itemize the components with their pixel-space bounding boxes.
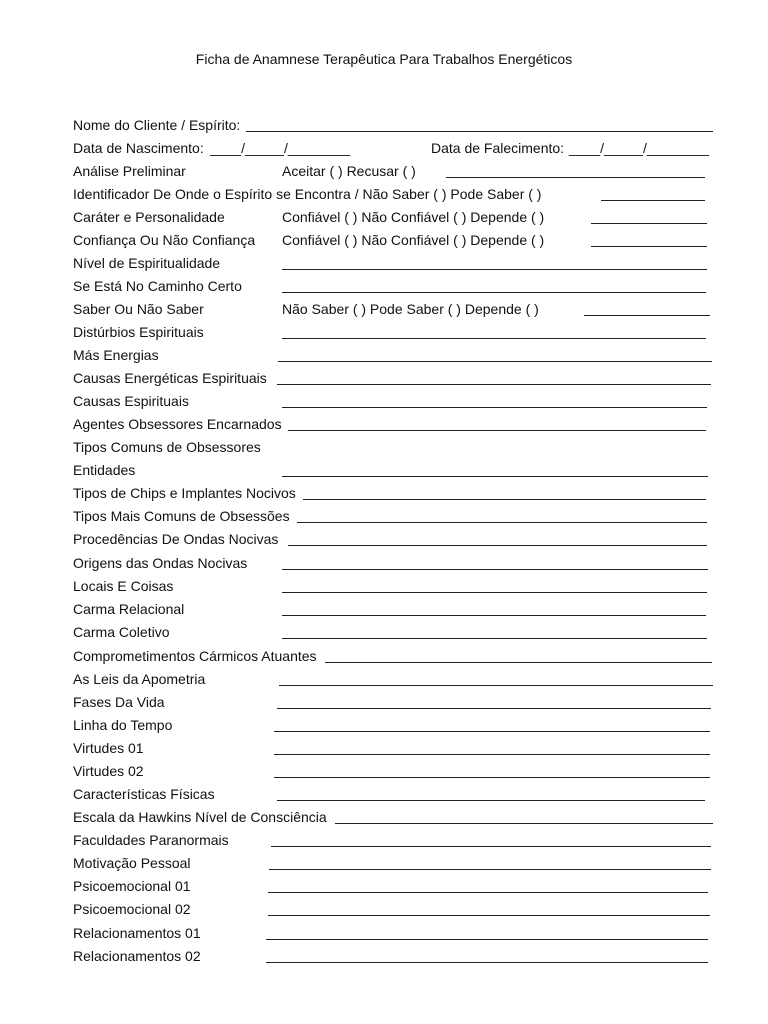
row-karmic-commitments [73,648,715,666]
row-client-name [73,117,715,135]
answer-line[interactable] [591,246,707,247]
row-psychoemotional-02 [73,901,715,919]
answer-line[interactable] [282,407,707,408]
field-label: Más Energias [73,347,159,363]
field-label: Saber Ou Não Saber [73,301,204,317]
field-label: Virtudes 02 [73,763,144,779]
row-character [73,209,715,227]
answer-line[interactable] [584,315,710,316]
row-spiritual-causes [73,393,715,411]
row-paranormal-faculties [73,832,715,850]
answer-line[interactable] [269,869,711,870]
field-label: Carma Relacional [73,601,185,617]
row-virtues-02 [73,763,715,781]
row-spiritual-disturbances [73,324,715,342]
answer-line[interactable] [282,615,706,616]
death-date-blank[interactable]: ____/_____/________ [569,140,710,156]
field-label: Linha do Tempo [73,717,173,733]
row-timeline [73,717,715,735]
field-label: Características Físicas [73,786,215,802]
field-label: Nome do Cliente / Espírito: [73,117,241,133]
field-label: Procedências De Ondas Nocivas [73,531,279,547]
answer-line[interactable] [288,545,707,546]
row-chips-implants [73,485,715,503]
field-label: Agentes Obsessores Encarnados [73,416,282,432]
answer-line[interactable] [274,731,710,732]
row-psychoemotional-01 [73,878,715,896]
row-wave-origins [73,555,715,573]
answer-line[interactable] [297,522,707,523]
field-label: Psicoemocional 01 [73,878,191,894]
answer-line[interactable] [282,569,708,570]
row-wave-provenance [73,531,715,549]
answer-line[interactable] [446,177,705,178]
answer-line[interactable] [282,269,707,270]
answer-line[interactable] [325,662,712,663]
form-title: Ficha de Anamnese Terapêutica Para Trabalhos Energéticos [195,51,573,67]
answer-line[interactable] [303,499,706,500]
row-personal-motivation [73,855,715,873]
field-label: Escala da Hawkins Nível de Consciência [73,809,327,825]
row-apometry-laws [73,671,715,689]
answer-line[interactable] [266,939,708,940]
answer-line[interactable] [282,338,706,339]
field-label: Motivação Pessoal [73,855,191,871]
answer-line[interactable] [274,777,710,778]
field-label: Tipos Mais Comuns de Obsessões [73,508,290,524]
answer-line[interactable] [282,592,707,593]
row-entities [73,462,715,480]
field-label: Relacionamentos 01 [73,925,201,941]
row-spirit-location [73,186,715,204]
row-hawkins-scale [73,809,715,827]
field-options[interactable]: Confiável ( ) Não Confiável ( ) Depende ( ) [282,232,545,248]
answer-line[interactable] [282,476,708,477]
answer-line[interactable] [277,708,711,709]
field-label: Psicoemocional 02 [73,901,191,917]
field-label: Tipos de Chips e Implantes Nocivos [73,485,296,501]
field-label: Relacionamentos 02 [73,948,201,964]
answer-line[interactable] [282,638,707,639]
field-label: Data de Nascimento: [73,140,204,156]
field-label: As Leis da Apometria [73,671,206,687]
row-obsession-types [73,508,715,526]
row-bad-energies [73,347,715,365]
death-date-label: Data de Falecimento: [431,140,565,156]
field-label: Identificador De Onde o Espírito se Encontra / Não Saber ( ) Pode Saber ( ) [73,186,542,202]
field-label: Carma Coletivo [73,624,170,640]
field-label: Caráter e Personalidade [73,209,225,225]
answer-line[interactable] [282,292,706,293]
field-label: Se Está No Caminho Certo [73,278,242,294]
field-options[interactable]: Não Saber ( ) Pode Saber ( ) Depende ( ) [282,301,539,317]
field-label: Análise Preliminar [73,163,186,179]
field-options[interactable]: Aceitar ( ) Recusar ( ) [282,163,416,179]
answer-line[interactable] [288,430,706,431]
field-label: Locais E Coisas [73,578,174,594]
answer-line[interactable] [266,962,708,963]
row-physical-traits [73,786,715,804]
row-spirituality-level [73,255,715,273]
answer-line[interactable] [601,200,705,201]
row-relationships-01 [73,925,715,943]
answer-line[interactable] [271,846,711,847]
field-label: Comprometimentos Cármicos Atuantes [73,648,317,664]
answer-line[interactable] [268,915,710,916]
row-preliminary-analysis [73,163,715,181]
field-label: Virtudes 01 [73,740,144,756]
answer-line[interactable] [279,685,713,686]
client-name-line[interactable] [246,131,713,132]
row-places-things [73,578,715,596]
row-trust [73,232,715,250]
row-incarnate-obsessors [73,416,715,434]
field-label: Distúrbios Espirituais [73,324,204,340]
answer-line[interactable] [335,823,713,824]
row-right-path [73,278,715,296]
row-energetic-causes [73,370,715,388]
row-dates [73,140,715,158]
answer-line[interactable] [268,892,708,893]
field-label: Confiança Ou Não Confiança [73,232,256,248]
field-label: Fases Da Vida [73,694,165,710]
answer-line[interactable] [277,384,711,385]
answer-line[interactable] [277,800,705,801]
field-label: Tipos Comuns de Obsessores [73,439,261,455]
field-label: Faculdades Paranormais [73,832,229,848]
answer-line[interactable] [278,361,712,362]
field-label: Origens das Ondas Nocivas [73,555,248,571]
row-relational-karma [73,601,715,619]
field-label: Entidades [73,462,136,478]
row-virtues-01 [73,740,715,758]
row-life-phases [73,694,715,712]
row-relationships-02 [73,948,715,966]
answer-line[interactable] [591,223,707,224]
field-label: Causas Energéticas Espirituais [73,370,267,386]
row-collective-karma [73,624,715,642]
row-obsessor-types [73,439,715,457]
field-options[interactable]: Confiável ( ) Não Confiável ( ) Depende ( ) [282,209,545,225]
answer-line[interactable] [274,754,710,755]
row-know-or-not [73,301,715,319]
birth-date-blank[interactable]: ____/_____/________ [210,140,351,156]
field-label: Causas Espirituais [73,393,189,409]
field-label: Nível de Espiritualidade [73,255,221,271]
